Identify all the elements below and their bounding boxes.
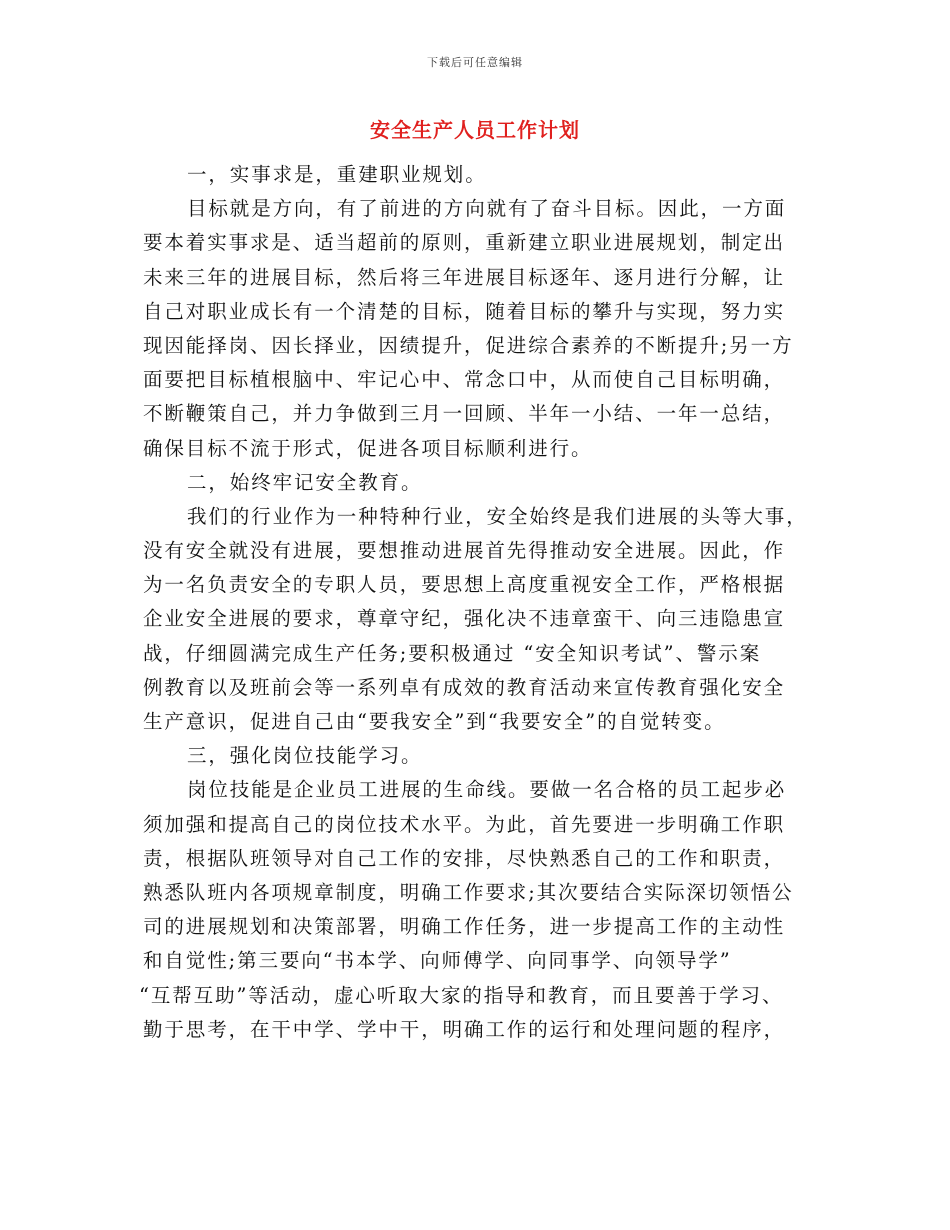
- document-title: 安全生产人员工作计划: [370, 118, 580, 142]
- paragraph-line: 生产意识，促进自己由“要我安全”到“我要安全”的自觉转变。: [143, 710, 726, 733]
- paragraph-line: 战，仔细圆满完成生产任务;要积极通过 “安全知识考试”、警示案: [143, 641, 762, 665]
- document-body: [139, 158, 808, 1047]
- paragraph-line: 不断鞭策自己，并力争做到三月一回顾、半年一小结、一年一总结，: [143, 402, 786, 426]
- paragraph-line: 自己对职业成长有一个清楚的目标，随着目标的攀升与实现，努力实: [143, 299, 786, 323]
- section-heading: 一，实事求是，重建职业规划。: [187, 163, 487, 186]
- section-heading: 二，始终牢记安全教育。: [187, 470, 423, 494]
- paragraph-line: 现因能择岗、因长择业，因绩提升，促进综合素养的不断提升;另一方: [143, 333, 794, 357]
- paragraph-line: 目标就是方向，有了前进的方向就有了奋斗目标。因此，一方面: [187, 197, 787, 221]
- paragraph-line: 须加强和提高自己的岗位技术水平。为此，首先要进一步明确工作职: [143, 812, 786, 836]
- paragraph-line: 和自觉性;第三要向“书本学、向师傅学、向同事学、向领导学”: [143, 949, 732, 973]
- paragraph-line: 司的进展规划和决策部署，明确工作任务，进一步提高工作的主动性: [143, 915, 786, 939]
- paragraph-line: 岗位技能是企业员工进展的生命线。要做一名合格的员工起步必: [187, 778, 787, 802]
- paragraph-line: 面要把目标植根脑中、牢记心中、常念口中，从而使自己目标明确，: [143, 368, 786, 392]
- paragraph-line: 企业安全进展的要求，尊章守纪，强化决不违章蛮干、向三违隐患宣: [143, 607, 786, 631]
- paragraph-line: 未来三年的进展目标，然后将三年进展目标逐年、逐月进行分解，让: [143, 265, 786, 289]
- section-heading: 三，强化岗位技能学习。: [187, 744, 423, 768]
- paragraph-line: 为一名负责安全的专职人员，要思想上高度重视安全工作，严格根据: [143, 573, 786, 597]
- paragraph-line: 要本着实事求是、适当超前的原则，重新建立职业进展规划，制定出: [143, 231, 786, 255]
- paragraph-line: 没有安全就没有进展，要想推动进展首先得推动安全进展。因此，作: [143, 539, 786, 563]
- paragraph-line: “互帮互助”等活动，虚心听取大家的指导和教育，而且要善于学习、: [139, 983, 784, 1007]
- paragraph-line: 确保目标不流于形式，促进各项目标顺利进行。: [143, 436, 593, 460]
- paragraph-line: 勤于思考，在干中学、学中干，明确工作的运行和处理问题的程序，: [143, 1017, 786, 1041]
- paragraph-line: 我们的行业作为一种特种行业，安全始终是我们进展的头等大事，: [187, 504, 808, 528]
- paragraph-line: 责，根据队班领导对自己工作的安排，尽快熟悉自己的工作和职责，: [143, 846, 786, 870]
- page-header-note: 下载后可任意编辑: [427, 56, 523, 69]
- paragraph-line: 熟悉队班内各项规章制度，明确工作要求;其次要结合实际深切领悟公: [143, 880, 794, 904]
- paragraph-line: 例教育以及班前会等一系列卓有成效的教育活动来宣传教育强化安全: [143, 675, 786, 699]
